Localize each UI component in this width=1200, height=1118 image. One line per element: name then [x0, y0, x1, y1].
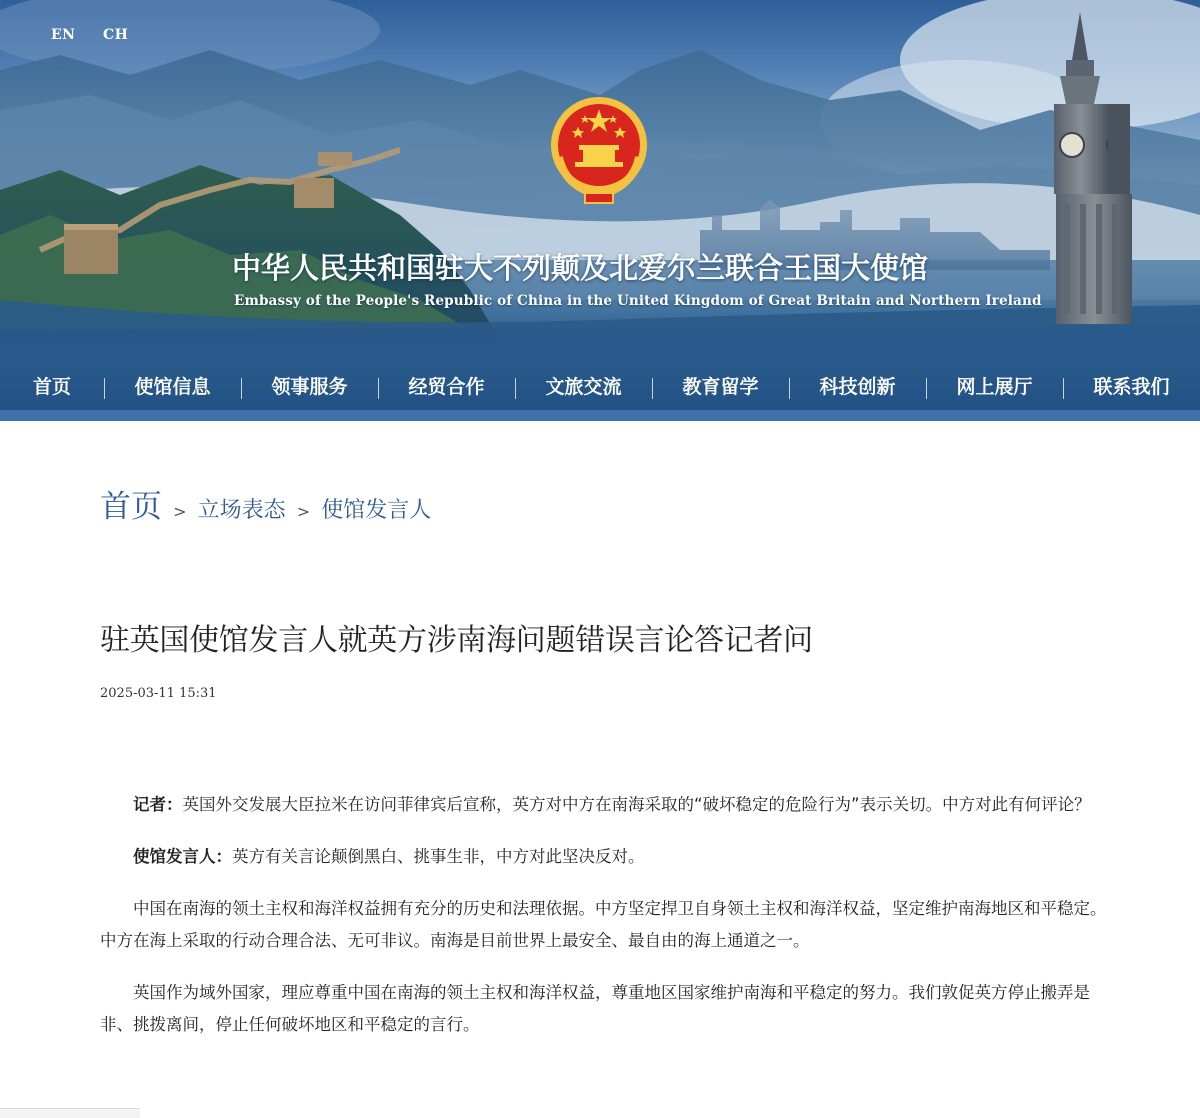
breadcrumb-level2-link[interactable]: 使馆发言人 [321, 498, 432, 523]
paragraph-text: 英国作为域外国家，理应尊重中国在南海的领土主权和海洋权益，尊重地区国家维护南海和平稳定的努力。我们敦促英方停止搬弄是非、挑拨离间，停止任何破坏地区和平稳定的言行。 [100, 983, 1090, 1034]
national-emblem-icon [545, 95, 653, 207]
paragraph-text: 英方有关言论颠倒黑白、挑事生非，中方对此坚决反对。 [232, 847, 645, 866]
article-title: 驻英国使馆发言人就英方涉南海问题错误言论答记者问 [100, 623, 813, 658]
header-banner [0, 0, 1200, 421]
language-en-link[interactable]: EN [51, 27, 76, 43]
article-paragraph [100, 893, 1110, 957]
speaker-label: 记者： [133, 795, 183, 814]
embassy-title-chinese: 中华人民共和国驻大不列颠及北爱尔兰联合王国大使馆 [232, 251, 929, 285]
nav-item-education[interactable]: 教育留学 [652, 365, 789, 410]
nav-item-online-exhibition[interactable]: 网上展厅 [926, 365, 1063, 410]
breadcrumb [100, 481, 431, 526]
nav-item-contact-us[interactable]: 联系我们 [1063, 365, 1200, 410]
paragraph-text: 英国外交发展大臣拉米在访问菲律宾后宣称，英方对中方在南海采取的“破坏稳定的危险行为”表示关切。中方对此有何评论？ [182, 795, 1091, 814]
breadcrumb-home-link[interactable]: 首页 [100, 489, 162, 525]
article-paragraph [100, 977, 1110, 1041]
nav-item-embassy-info[interactable]: 使馆信息 [104, 365, 241, 410]
breadcrumb-separator: > [296, 502, 311, 521]
language-ch-link[interactable]: CH [103, 27, 129, 43]
breadcrumb-level1-link[interactable]: 立场表态 [197, 498, 286, 523]
main-navigation [0, 365, 1200, 410]
speaker-label: 使馆发言人： [133, 847, 232, 866]
nav-item-consular-services[interactable]: 领事服务 [241, 365, 378, 410]
article-paragraph [100, 841, 1110, 873]
article-body [100, 789, 1110, 1061]
breadcrumb-separator: > [173, 502, 187, 521]
article-date: 2025-03-11 15:31 [100, 686, 217, 701]
banner-bottom-strip [0, 410, 1200, 421]
nav-item-culture-tourism[interactable]: 文旅交流 [515, 365, 652, 410]
banner-background-scene [0, 0, 1200, 421]
nav-item-home[interactable]: 首页 [32, 376, 71, 398]
paragraph-text: 中国在南海的领土主权和海洋权益拥有充分的历史和法理依据。中方坚定捍卫自身领土主权和海洋权益，坚定维护南海地区和平稳定。中方在海上采取的行动合理合法、无可非议。南海是目前世界上最安全、最自由的海上通道之一。 [100, 899, 1107, 950]
nav-item-science-tech[interactable]: 科技创新 [789, 365, 926, 410]
article-paragraph [100, 789, 1110, 821]
embassy-title-english: Embassy of the People's Republic of China in the United Kingdom of Great Britain and Northern Ireland [234, 293, 1042, 309]
nav-item-economy-trade[interactable]: 经贸合作 [378, 365, 515, 410]
